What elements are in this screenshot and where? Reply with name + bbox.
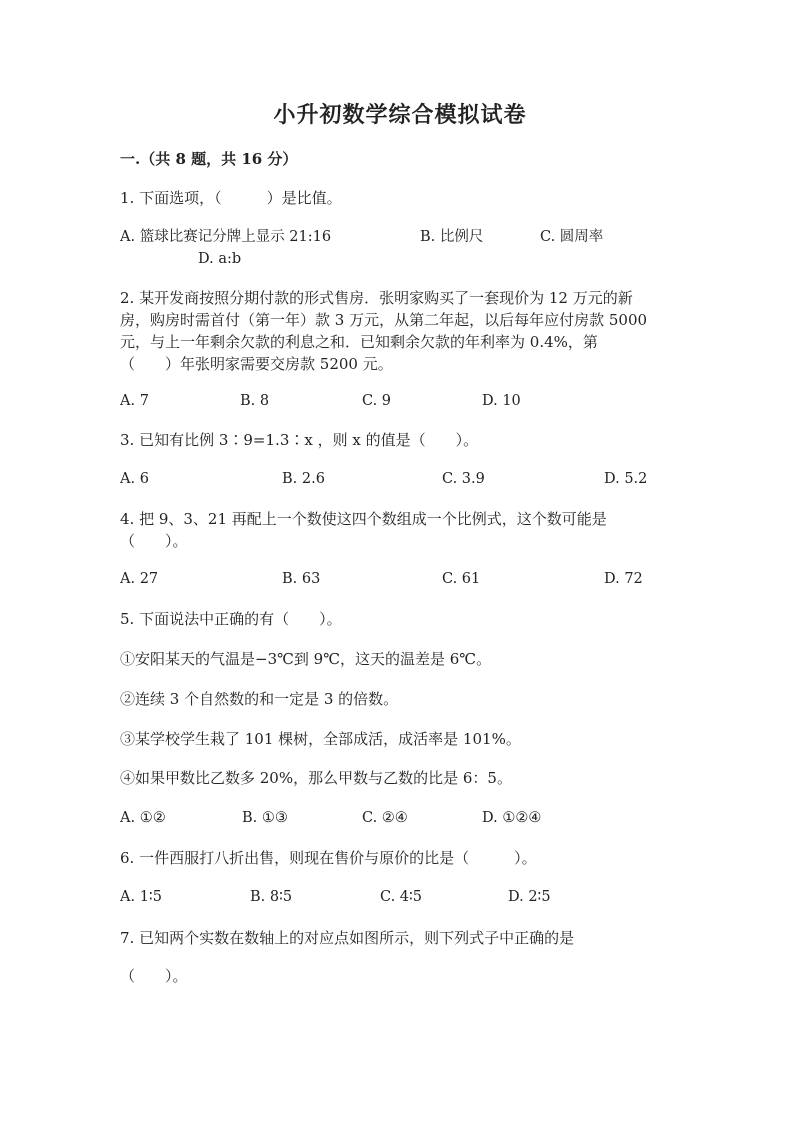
- question-2-line-3: 元，与上一年剩余欠款的利息之和．已知剩余欠款的年利率为 0.4%，第: [120, 333, 598, 351]
- question-2-option-a[interactable]: A. 7: [120, 393, 149, 409]
- question-3-option-c[interactable]: C. 3.9: [442, 471, 485, 487]
- question-7-line-1: 7. 已知两个实数在数轴上的对应点如图所示，则下列式子中正确的是: [120, 929, 575, 947]
- question-4-option-d[interactable]: D. 72: [604, 571, 643, 587]
- question-5-statement-2: ②连续 3 个自然数的和一定是 3 的倍数。: [120, 690, 399, 708]
- question-3-option-a[interactable]: A. 6: [120, 471, 149, 487]
- question-7-line-2: （ ）。: [120, 967, 188, 985]
- question-1-option-a[interactable]: A. 篮球比赛记分牌上显示 21:16: [120, 229, 332, 245]
- question-4-option-a[interactable]: A. 27: [120, 571, 159, 587]
- question-2-option-d[interactable]: D. 10: [482, 393, 521, 409]
- question-6-option-b[interactable]: B. 8∶5: [250, 889, 293, 905]
- question-2-option-b[interactable]: B. 8: [240, 393, 270, 409]
- question-5-statement-1: ①安阳某天的气温是−3℃到 9℃，这天的温差是 6℃。: [120, 650, 492, 668]
- question-6-option-a[interactable]: A. 1∶5: [120, 889, 162, 905]
- question-3-option-b[interactable]: B. 2.6: [282, 471, 325, 487]
- question-5-stem: 5. 下面说法中正确的有（ ）。: [120, 610, 342, 628]
- section-heading: 一.（共 8 题，共 16 分）: [120, 150, 298, 168]
- question-1-stem: 1. 下面选项，（ ）是比值。: [120, 189, 342, 207]
- question-2-option-c[interactable]: C. 9: [362, 393, 392, 409]
- question-6-stem: 6. 一件西服打八折出售，则现在售价与原价的比是（ ）。: [120, 849, 537, 867]
- question-4-line-1: 4. 把 9、3、21 再配上一个数使这四个数组成一个比例式，这个数可能是: [120, 510, 607, 528]
- question-5-option-b[interactable]: B. ①③: [242, 810, 288, 826]
- question-6-option-c[interactable]: C. 4∶5: [380, 889, 423, 905]
- question-5-statement-3: ③某学校学生栽了 101 棵树，全部成活，成活率是 101%。: [120, 730, 521, 748]
- question-5-option-c[interactable]: C. ②④: [362, 810, 408, 826]
- question-3-stem: 3. 已知有比例 3∶9=1.3∶x ，则 x 的值是（ ）。: [120, 431, 479, 449]
- question-2-line-1: 2. 某开发商按照分期付款的形式售房．张明家购买了一套现价为 12 万元的新: [120, 289, 633, 307]
- question-4-option-c[interactable]: C. 61: [442, 571, 481, 587]
- exam-title: 小升初数学综合模拟试卷: [273, 102, 527, 128]
- question-3-option-d[interactable]: D. 5.2: [604, 471, 648, 487]
- question-1-option-b[interactable]: B. 比例尺: [420, 229, 484, 245]
- question-5-statement-4: ④如果甲数比乙数多 20%，那么甲数与乙数的比是 6：5。: [120, 769, 512, 787]
- question-5-option-d[interactable]: D. ①②④: [482, 810, 542, 826]
- question-1-option-c[interactable]: C. 圆周率: [540, 229, 604, 245]
- question-6-option-d[interactable]: D. 2∶5: [508, 889, 551, 905]
- question-4-option-b[interactable]: B. 63: [282, 571, 321, 587]
- question-4-line-2: （ ）。: [120, 532, 188, 550]
- question-5-option-a[interactable]: A. ①②: [120, 810, 166, 826]
- question-2-line-2: 房，购房时需首付（第一年）款 3 万元，从第二年起，以后每年应付房款 5000: [120, 311, 648, 329]
- question-2-line-4: （ ）年张明家需要交房款 5200 元。: [120, 355, 393, 373]
- question-1-option-d[interactable]: D. a:b: [198, 251, 242, 267]
